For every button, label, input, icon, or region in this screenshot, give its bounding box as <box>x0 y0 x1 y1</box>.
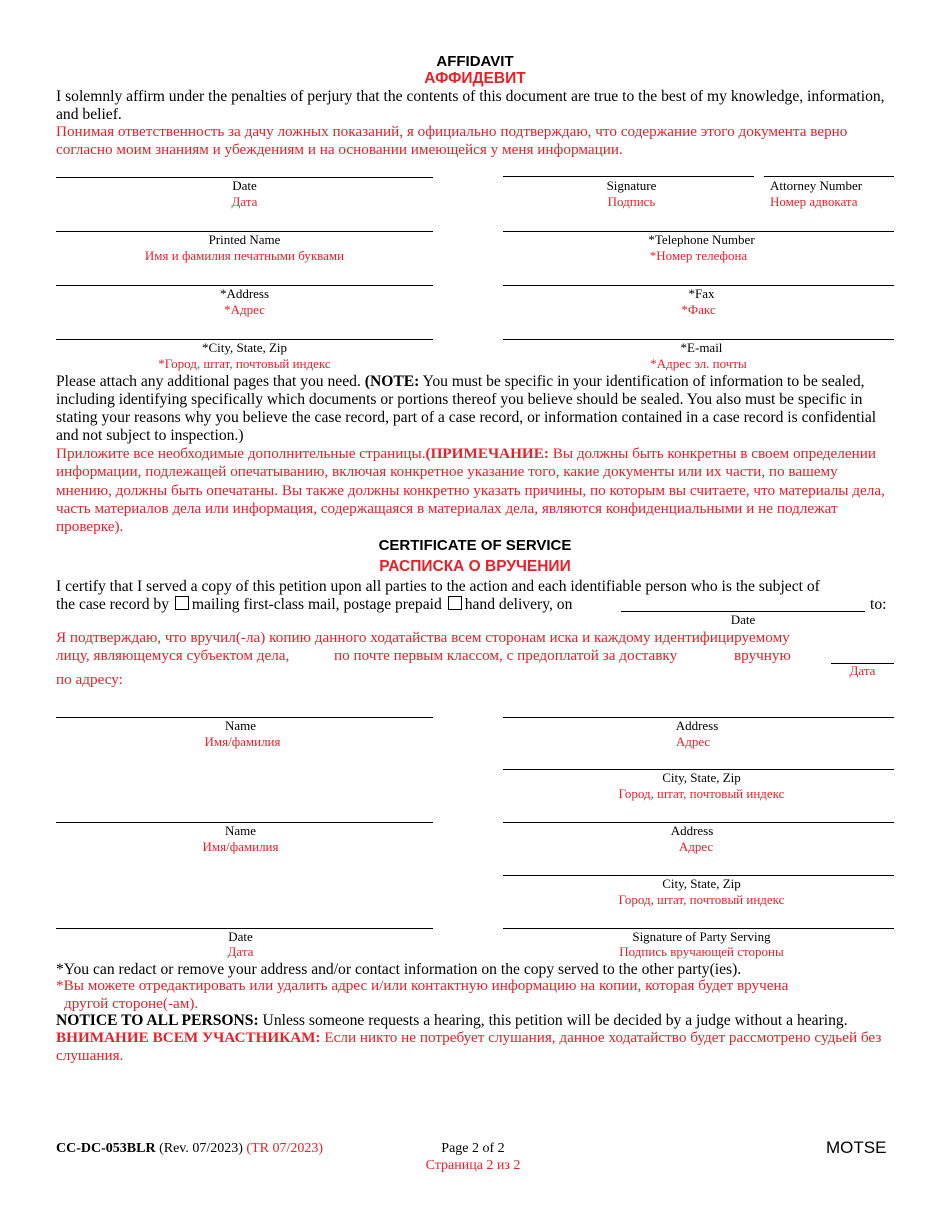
served-name-1-label: Name <box>224 718 257 733</box>
address-label: *Address <box>219 286 270 301</box>
footer-form-id <box>56 1141 323 1157</box>
note-lead: Please attach any additional pages that you need. <box>56 373 365 390</box>
printed-name-label: Printed Name <box>208 232 281 247</box>
note-label: (NOTE: <box>364 373 420 390</box>
certificate-title-ru: РАСПИСКА О ВРУЧЕНИИ <box>379 558 571 575</box>
redact-text: *You can redact or remove your address and/or contact information on the copy served to the other party(ies). <box>56 961 742 978</box>
certificate-line2-lead: the case record by <box>56 596 169 613</box>
mailing-option-label-ru: по почте первым классом, с предоплатой за доставку <box>334 647 678 664</box>
serving-signature-label-ru: Подпись вручающей стороны <box>619 944 784 959</box>
notice-label: NOTICE TO ALL PERSONS: <box>56 1012 259 1029</box>
served-address-1-label: Address <box>675 718 719 733</box>
notice-label-ru: ВНИМАНИЕ ВСЕМ УЧАСТНИКАМ: <box>56 1029 321 1046</box>
affidavit-title-ru: АФФИДЕВИТ <box>424 70 526 87</box>
note-label-ru: (ПРИМЕЧАНИЕ: <box>425 445 549 462</box>
affidavit-text-ru: Понимая ответственность за дачу ложных показаний, я официально подтверждаю, что содержание этого документа верно согласно моим знаниям и убеждениям и на основании имеющейся у меня информации. <box>56 123 848 159</box>
notice-body: Unless someone requests a hearing, this petition will be decided by a judge without a hearing. <box>258 1012 848 1029</box>
certificate-ru-line3: по адресу: <box>56 671 123 688</box>
printed-name-label-ru: Имя и фамилия печатными буквами <box>144 248 345 263</box>
hand-delivery-checkbox[interactable] <box>448 596 462 610</box>
signature-line[interactable] <box>503 176 754 177</box>
served-city-1-label-ru: Город, штат, почтовый индекс <box>618 786 785 801</box>
served-address-2-label: Address <box>670 823 714 838</box>
served-city-2-label: City, State, Zip <box>662 876 741 891</box>
hand-delivery-option-label: hand delivery, on <box>464 596 573 613</box>
serving-signature-label: Signature of Party Serving <box>632 929 771 944</box>
served-address-2-label-ru: Адрес <box>678 839 714 854</box>
mailing-option-label: mailing first-class mail, postage prepaid <box>191 596 442 613</box>
page-number-ru: Страница 2 из 2 <box>425 1158 521 1173</box>
note-text-ru <box>56 445 896 536</box>
certificate-title: CERTIFICATE OF SERVICE <box>378 537 572 554</box>
date-label: Date <box>232 178 257 193</box>
city-label-ru: *Город, штат, почтовый индекс <box>158 356 331 371</box>
mailing-checkbox[interactable] <box>175 596 189 610</box>
served-city-2-label-ru: Город, штат, почтовый индекс <box>618 892 785 907</box>
address-label-ru: *Адрес <box>224 302 265 317</box>
served-address-1-label-ru: Адрес <box>675 734 711 749</box>
email-label-ru: *Адрес эл. почты <box>650 356 747 371</box>
fax-label: *Fax <box>688 286 715 301</box>
certificate-to: to: <box>870 596 887 613</box>
service-date-label-ru: Дата <box>849 663 876 678</box>
form-code: MOTSE <box>826 1138 887 1157</box>
attorney-number-line[interactable] <box>764 176 894 177</box>
certificate-ru-line2-lead: лицу, являющемуся субъектом дела, <box>56 647 290 664</box>
notice-text-ru <box>56 1029 896 1066</box>
note-body-ru: Вы должны быть конкретны в своем определении информации, подлежащей опечатыванию, включая конкретное указание того, какие документы или их части, по вашему мнению, должны быть опечатаны. Вы также должны конкретно указать причины, по которым вы считаете, что материалы дела, часть материалов дела или информация, содержащаяся в материалах дела, являются конфиденциальными и не подлежат проверке). <box>56 445 885 536</box>
serving-date-label: Date <box>228 929 253 944</box>
attorney-number-label-ru: Номер адвоката <box>770 194 858 209</box>
certificate-line2 <box>56 596 572 614</box>
form-translation-revision: (TR 07/2023) <box>246 1141 324 1156</box>
email-label: *E-mail <box>680 340 723 355</box>
affidavit-title: AFFIDAVIT <box>436 53 514 70</box>
attorney-number-label: Attorney Number <box>770 178 863 193</box>
certificate-ru-line1: Я подтверждаю, что вручил(-ла) копию данного ходатайства всем сторонам иска и каждому идентифицируемому <box>56 629 790 646</box>
redact-text-ru-2: другой стороне(-ам). <box>64 995 199 1012</box>
served-city-1-label: City, State, Zip <box>662 770 741 785</box>
telephone-label: *Telephone Number <box>648 232 755 247</box>
date-label-ru: Дата <box>231 194 258 209</box>
serving-date-label-ru: Дата <box>227 944 254 959</box>
telephone-label-ru: *Номер телефона <box>649 248 748 263</box>
signature-label-ru: Подпись <box>607 194 656 209</box>
affidavit-text: I solemnly affirm under the penalties of perjury that the contents of this document are true to the best of my knowledge, information, and belief. <box>56 88 885 123</box>
certificate-line1: I certify that I served a copy of this petition upon all parties to the action and each identifiable person who is the subject of <box>56 578 820 595</box>
served-name-1-label-ru: Имя/фамилия <box>204 734 281 749</box>
signature-label: Signature <box>606 178 657 193</box>
redact-text-ru-1: *Вы можете отредактировать или удалить адрес и/или контактную информацию на копии, которая будет вручена <box>56 977 789 994</box>
fax-label-ru: *Факс <box>681 302 716 317</box>
city-label: *City, State, Zip <box>201 340 288 355</box>
served-name-2-label: Name <box>224 823 257 838</box>
form-revision: (Rev. 07/2023) <box>155 1141 247 1156</box>
notice-body-ru: Если никто не потребует слушания, данное ходатайство будет рассмотрено судьей без слушания. <box>56 1029 882 1065</box>
served-name-2-label-ru: Имя/фамилия <box>202 839 279 854</box>
note-body: You must be specific in your identification of information to be sealed, including identifying specifically which documents or portions thereof you believe should be sealed. You also must be specific in stating your reasons why you believe the case record, part of a case record, or information contained in a case record is confidential and not subject to inspection.) <box>56 373 877 444</box>
form-id: CC-DC-053BLR <box>56 1141 156 1156</box>
page-number: Page 2 of 2 <box>441 1141 505 1156</box>
hand-delivery-option-label-ru: вручную <box>734 647 791 664</box>
note-text <box>56 373 896 445</box>
note-lead-ru: Приложите все необходимые дополнительные страницы. <box>56 445 426 462</box>
service-date-label: Date <box>730 612 756 627</box>
notice-text <box>56 1012 848 1030</box>
